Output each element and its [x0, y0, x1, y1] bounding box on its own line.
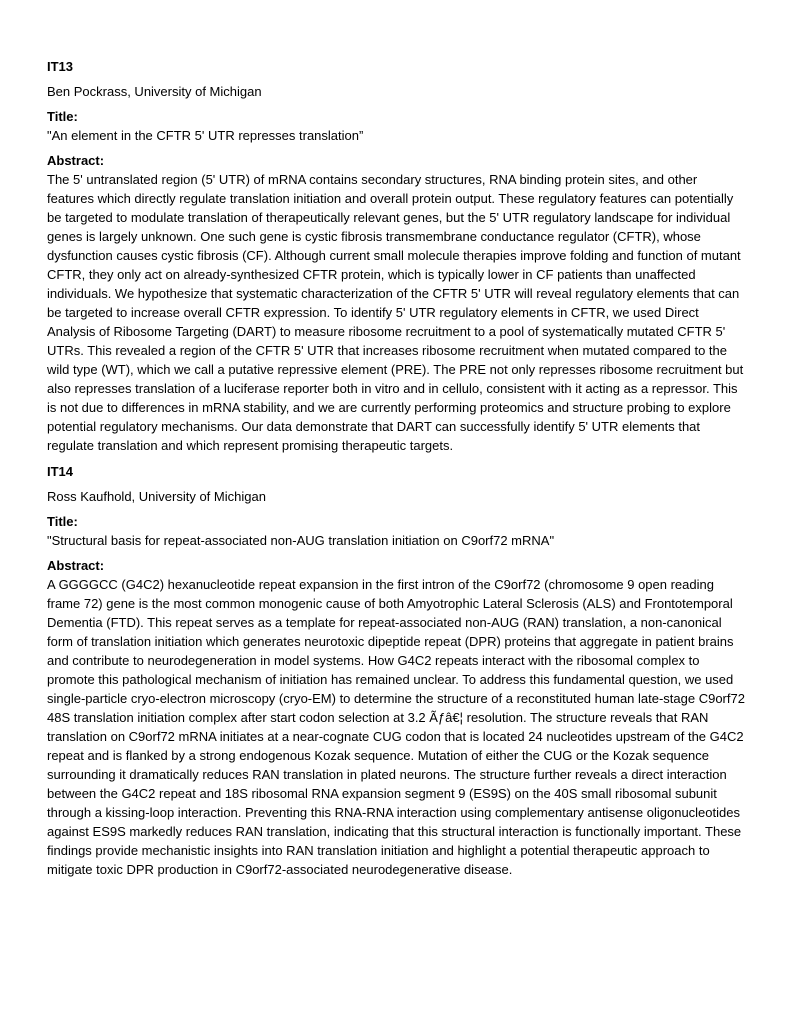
- abstract-label: Abstract:: [47, 153, 105, 168]
- abstract-author: Ben Pockrass, University of Michigan: [47, 84, 262, 99]
- abstract-author: Ross Kaufhold, University of Michigan: [47, 489, 266, 504]
- abstract-body: A GGGGCC (G4C2) hexanucleotide repeat expansion in the first intron of the C9orf72 (chromosome 9 open reading frame 72) gene is the most common monogenic cause of both Amyotrophic Lateral Sclerosis (ALS) and Frontotemporal Dementia (FTD). This repeat serves as a template for repeat-associated non-AUG (RAN) translation, a non-canonical form of translation initiation which generates neurotoxic dipeptide repeat (DPR) proteins that aggregate in patient brains and contribute to neurodegeneration in model systems. How G4C2 repeats interact with the ribosomal complex to promote this pathological mechanism of initiation has remained unclear. To address this fundamental question, we used single-particle cryo-electron microscopy (cryo-EM) to determine the structure of a reconstituted human late-stage C9orf72 48S translation initiation complex after start codon selection at 3.2 Ãƒâ€¦ resolution. The structure reveals that RAN translation on C9orf72 mRNA initiates at a near-cognate CUG codon that is located 24 nucleotides upstream of the G4C2 repeat and is flanked by a strong endogenous Kozak sequence. Mutation of either the CUG or the Kozak sequence surrounding it dramatically reduces RAN translation in plated neurons. The structure further reveals a direct interaction between the G4C2 repeat and 18S ribosomal RNA expansion segment 9 (ES9S) on the 40S small ribosomal subunit through a kissing-loop interaction. Preventing this RNA-RNA interaction using complementary antisense oligonucleotides against ES9S markedly reduces RAN translation, indicating that this structural interaction is functionally important. These findings provide mechanistic insights into RAN translation initiation and highlight a potential therapeutic approach to mitigate toxic DPR production in C9orf72-associated neurodegenerative disease.: [47, 577, 745, 877]
- abstract-body: The 5' untranslated region (5' UTR) of mRNA contains secondary structures, RNA binding protein sites, and other features which directly regulate translation initiation and overall protein output. These regulatory features can potentially be targeted to modulate translation of therapeutically relevant genes, but the 5' UTR regulatory landscape for individual genes is largely unknown. One such gene is cystic fibrosis transmembrane conductance regulator (CFTR), whose dysfunction causes cystic fibrosis (CF). Although current small molecule therapies improve folding and function of mutant CFTR, they only act on already-synthesized CFTR protein, which is typically lower in CF patients than unaffected individuals. We hypothesize that systematic characterization of the CFTR 5' UTR will reveal regulatory elements that can be targeted to increase overall CFTR expression. To identify 5' UTR regulatory elements in CFTR, we used Direct Analysis of Ribosome Targeting (DART) to measure ribosome recruitment to a pool of systematically mutated CFTR 5' UTRs. This revealed a region of the CFTR 5' UTR that increases ribosome recruitment when mutated compared to the wild type (WT), which we call a putative repressive element (PRE). The PRE not only represses ribosome recruitment but also represses translation of a luciferase reporter both in vitro and in cellulo, consistent with it acting as a repressor. This is not due to differences in mRNA stability, and we are currently performing proteomics and structure probing to explore potential regulatory mechanisms. Our data demonstrate that DART can successfully identify 5' UTR elements that regulate translation and which represent promising therapeutic targets.: [47, 172, 744, 453]
- title-label: Title:: [47, 514, 78, 529]
- abstract-title: "Structural basis for repeat-associated non-AUG translation initiation on C9orf72 mRNA": [47, 533, 555, 548]
- abstract-code: IT14: [47, 464, 74, 479]
- abstract-code: IT13: [47, 59, 74, 74]
- abstract-section-it14: [47, 462, 747, 879]
- title-block: [47, 107, 747, 145]
- title-label: Title:: [47, 109, 78, 124]
- abstract-block: [47, 556, 747, 879]
- abstract-section-it13: [47, 57, 747, 455]
- title-block: [47, 512, 747, 550]
- abstract-label: Abstract:: [47, 558, 105, 573]
- abstract-title: "An element in the CFTR 5' UTR represses translation”: [47, 128, 364, 143]
- abstract-block: [47, 151, 747, 455]
